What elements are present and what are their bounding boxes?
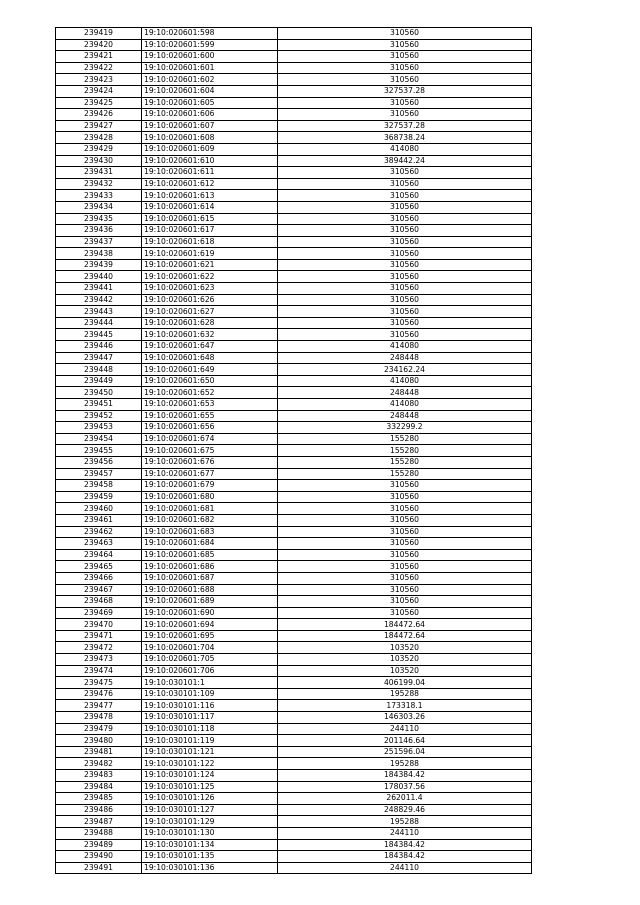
row-number-cell: 239441 — [56, 283, 142, 295]
cadastral-number-cell: 19:10:020601:676 — [142, 456, 278, 468]
value-cell: 310560 — [278, 306, 532, 318]
cadastral-number-cell: 19:10:020601:689 — [142, 596, 278, 608]
table-row — [56, 851, 532, 863]
row-number-cell: 239458 — [56, 480, 142, 492]
row-number-cell: 239485 — [56, 793, 142, 805]
table-row — [56, 28, 532, 40]
row-number-cell: 239483 — [56, 770, 142, 782]
value-cell: 310560 — [278, 503, 532, 515]
value-cell: 389442.24 — [278, 155, 532, 167]
cadastral-number-cell: 19:10:020601:706 — [142, 665, 278, 677]
table-row — [56, 503, 532, 515]
table-row — [56, 538, 532, 550]
value-cell: 244110 — [278, 723, 532, 735]
table-row — [56, 468, 532, 480]
value-cell: 248448 — [278, 387, 532, 399]
table-row — [56, 341, 532, 353]
row-number-cell: 239459 — [56, 491, 142, 503]
cadastral-number-cell: 19:10:020601:628 — [142, 317, 278, 329]
cadastral-number-cell: 19:10:020601:604 — [142, 85, 278, 97]
cadastral-number-cell: 19:10:020601:677 — [142, 468, 278, 480]
value-cell: 310560 — [278, 39, 532, 51]
value-cell: 155280 — [278, 456, 532, 468]
row-number-cell: 239463 — [56, 538, 142, 550]
row-number-cell: 239486 — [56, 804, 142, 816]
row-number-cell: 239454 — [56, 433, 142, 445]
value-cell: 310560 — [278, 271, 532, 283]
row-number-cell: 239461 — [56, 514, 142, 526]
table-row — [56, 654, 532, 666]
cadastral-number-cell: 19:10:020601:686 — [142, 561, 278, 573]
value-cell: 234162.24 — [278, 364, 532, 376]
row-number-cell: 239422 — [56, 62, 142, 74]
row-number-cell: 239425 — [56, 97, 142, 109]
table-row — [56, 51, 532, 63]
table-row — [56, 526, 532, 538]
row-number-cell: 239482 — [56, 758, 142, 770]
cadastral-number-cell: 19:10:020601:609 — [142, 143, 278, 155]
value-cell: 310560 — [278, 549, 532, 561]
row-number-cell: 239488 — [56, 827, 142, 839]
table-row — [56, 283, 532, 295]
cadastral-number-cell: 19:10:020601:688 — [142, 584, 278, 596]
table-row — [56, 781, 532, 793]
table-row — [56, 236, 532, 248]
value-cell: 146303.26 — [278, 712, 532, 724]
row-number-cell: 239484 — [56, 781, 142, 793]
row-number-cell: 239447 — [56, 352, 142, 364]
row-number-cell: 239432 — [56, 178, 142, 190]
value-cell: 184384.42 — [278, 839, 532, 851]
cadastral-number-cell: 19:10:020601:605 — [142, 97, 278, 109]
table-row — [56, 352, 532, 364]
table-row — [56, 677, 532, 689]
value-cell: 310560 — [278, 97, 532, 109]
row-number-cell: 239487 — [56, 816, 142, 828]
value-cell: 310560 — [278, 236, 532, 248]
row-number-cell: 239424 — [56, 85, 142, 97]
table-row — [56, 364, 532, 376]
row-number-cell: 239477 — [56, 700, 142, 712]
row-number-cell: 239421 — [56, 51, 142, 63]
value-cell: 310560 — [278, 329, 532, 341]
row-number-cell: 239450 — [56, 387, 142, 399]
cadastral-number-cell: 19:10:020601:690 — [142, 607, 278, 619]
row-number-cell: 239466 — [56, 572, 142, 584]
table-row — [56, 62, 532, 74]
row-number-cell: 239468 — [56, 596, 142, 608]
row-number-cell: 239426 — [56, 109, 142, 121]
cadastral-number-cell: 19:10:020601:695 — [142, 630, 278, 642]
row-number-cell: 239453 — [56, 422, 142, 434]
row-number-cell: 239455 — [56, 445, 142, 457]
cadastral-number-cell: 19:10:020601:614 — [142, 201, 278, 213]
row-number-cell: 239443 — [56, 306, 142, 318]
row-number-cell: 239489 — [56, 839, 142, 851]
cadastral-number-cell: 19:10:020601:622 — [142, 271, 278, 283]
table-row — [56, 827, 532, 839]
row-number-cell: 239434 — [56, 201, 142, 213]
row-number-cell: 239464 — [56, 549, 142, 561]
cadastral-number-cell: 19:10:030101:136 — [142, 862, 278, 874]
cadastral-number-cell: 19:10:020601:602 — [142, 74, 278, 86]
value-cell: 310560 — [278, 225, 532, 237]
cadastral-number-cell: 19:10:020601:621 — [142, 259, 278, 271]
cadastral-number-cell: 19:10:020601:704 — [142, 642, 278, 654]
row-number-cell: 239471 — [56, 630, 142, 642]
row-number-cell: 239442 — [56, 294, 142, 306]
cadastral-number-cell: 19:10:020601:705 — [142, 654, 278, 666]
cadastral-number-cell: 19:10:020601:617 — [142, 225, 278, 237]
cadastral-number-cell: 19:10:030101:127 — [142, 804, 278, 816]
table-row — [56, 712, 532, 724]
value-cell: 310560 — [278, 283, 532, 295]
value-cell: 310560 — [278, 62, 532, 74]
table-row — [56, 178, 532, 190]
cadastral-number-cell: 19:10:020601:599 — [142, 39, 278, 51]
value-cell: 406199.04 — [278, 677, 532, 689]
table-row — [56, 306, 532, 318]
table-row — [56, 804, 532, 816]
table-row — [56, 155, 532, 167]
row-number-cell: 239474 — [56, 665, 142, 677]
row-number-cell: 239444 — [56, 317, 142, 329]
cadastral-number-cell: 19:10:020601:627 — [142, 306, 278, 318]
value-cell: 310560 — [278, 74, 532, 86]
cadastral-number-cell: 19:10:020601:598 — [142, 28, 278, 40]
cadastral-number-cell: 19:10:020601:618 — [142, 236, 278, 248]
table-row — [56, 642, 532, 654]
cadastral-number-cell: 19:10:020601:619 — [142, 248, 278, 260]
table-row — [56, 514, 532, 526]
table-row — [56, 862, 532, 874]
cadastral-number-cell: 19:10:020601:601 — [142, 62, 278, 74]
table-row — [56, 271, 532, 283]
value-cell: 103520 — [278, 654, 532, 666]
cadastral-number-cell: 19:10:020601:632 — [142, 329, 278, 341]
table-row — [56, 167, 532, 179]
cadastral-number-cell: 19:10:020601:623 — [142, 283, 278, 295]
table-row — [56, 839, 532, 851]
table-row — [56, 74, 532, 86]
cadastral-number-cell: 19:10:020601:681 — [142, 503, 278, 515]
row-number-cell: 239480 — [56, 735, 142, 747]
value-cell: 310560 — [278, 561, 532, 573]
table-row — [56, 433, 532, 445]
table-row — [56, 584, 532, 596]
table-row — [56, 143, 532, 155]
table-row — [56, 399, 532, 411]
value-cell: 248829.46 — [278, 804, 532, 816]
value-cell: 368738.24 — [278, 132, 532, 144]
cadastral-number-cell: 19:10:020601:685 — [142, 549, 278, 561]
value-cell: 251596.04 — [278, 746, 532, 758]
row-number-cell: 239419 — [56, 28, 142, 40]
cadastral-number-cell: 19:10:030101:117 — [142, 712, 278, 724]
cadastral-number-cell: 19:10:020601:600 — [142, 51, 278, 63]
table-row — [56, 572, 532, 584]
table-row — [56, 190, 532, 202]
table-row — [56, 329, 532, 341]
table-row — [56, 456, 532, 468]
table-row — [56, 97, 532, 109]
value-cell: 195288 — [278, 688, 532, 700]
table-row — [56, 735, 532, 747]
value-cell: 201146.64 — [278, 735, 532, 747]
row-number-cell: 239430 — [56, 155, 142, 167]
value-cell: 310560 — [278, 538, 532, 550]
row-number-cell: 239431 — [56, 167, 142, 179]
table-row — [56, 700, 532, 712]
table-row — [56, 491, 532, 503]
cadastral-number-cell: 19:10:020601:608 — [142, 132, 278, 144]
table-row — [56, 410, 532, 422]
cadastral-number-cell: 19:10:030101:122 — [142, 758, 278, 770]
row-number-cell: 239460 — [56, 503, 142, 515]
table-row — [56, 85, 532, 97]
value-cell: 310560 — [278, 572, 532, 584]
cadastral-number-cell: 19:10:020601:615 — [142, 213, 278, 225]
row-number-cell: 239467 — [56, 584, 142, 596]
value-cell: 310560 — [278, 178, 532, 190]
table-row — [56, 39, 532, 51]
value-cell: 103520 — [278, 665, 532, 677]
row-number-cell: 239449 — [56, 375, 142, 387]
cadastral-number-cell: 19:10:030101:135 — [142, 851, 278, 863]
cadastral-number-cell: 19:10:020601:653 — [142, 399, 278, 411]
cadastral-number-cell: 19:10:030101:134 — [142, 839, 278, 851]
cadastral-number-cell: 19:10:030101:118 — [142, 723, 278, 735]
cadastral-number-cell: 19:10:030101:116 — [142, 700, 278, 712]
value-cell: 195288 — [278, 758, 532, 770]
value-cell: 155280 — [278, 445, 532, 457]
value-cell: 244110 — [278, 862, 532, 874]
table-row — [56, 549, 532, 561]
row-number-cell: 239433 — [56, 190, 142, 202]
row-number-cell: 239423 — [56, 74, 142, 86]
value-cell: 310560 — [278, 584, 532, 596]
table-row — [56, 816, 532, 828]
row-number-cell: 239439 — [56, 259, 142, 271]
table-row — [56, 746, 532, 758]
row-number-cell: 239491 — [56, 862, 142, 874]
table-body — [56, 28, 532, 874]
table-row — [56, 561, 532, 573]
cadastral-number-cell: 19:10:020601:683 — [142, 526, 278, 538]
row-number-cell: 239476 — [56, 688, 142, 700]
table-row — [56, 375, 532, 387]
cadastral-number-cell: 19:10:020601:649 — [142, 364, 278, 376]
cadastral-number-cell: 19:10:020601:607 — [142, 120, 278, 132]
cadastral-number-cell: 19:10:020601:612 — [142, 178, 278, 190]
row-number-cell: 239478 — [56, 712, 142, 724]
table-row — [56, 480, 532, 492]
table-row — [56, 596, 532, 608]
table-row — [56, 770, 532, 782]
row-number-cell: 239436 — [56, 225, 142, 237]
table-row — [56, 607, 532, 619]
value-cell: 195288 — [278, 816, 532, 828]
value-cell: 310560 — [278, 109, 532, 121]
value-cell: 184472.64 — [278, 630, 532, 642]
cadastral-number-cell: 19:10:020601:652 — [142, 387, 278, 399]
value-cell: 103520 — [278, 642, 532, 654]
cadastral-number-cell: 19:10:020601:606 — [142, 109, 278, 121]
cadastral-number-cell: 19:10:020601:611 — [142, 167, 278, 179]
row-number-cell: 239475 — [56, 677, 142, 689]
row-number-cell: 239457 — [56, 468, 142, 480]
cadastral-number-cell: 19:10:020601:679 — [142, 480, 278, 492]
value-cell: 244110 — [278, 827, 532, 839]
value-cell: 248448 — [278, 352, 532, 364]
table-row — [56, 723, 532, 735]
row-number-cell: 239428 — [56, 132, 142, 144]
cadastral-number-cell: 19:10:020601:655 — [142, 410, 278, 422]
value-cell: 248448 — [278, 410, 532, 422]
row-number-cell: 239470 — [56, 619, 142, 631]
cadastral-number-cell: 19:10:020601:675 — [142, 445, 278, 457]
value-cell: 184472.64 — [278, 619, 532, 631]
cadastral-number-cell: 19:10:020601:613 — [142, 190, 278, 202]
value-cell: 414080 — [278, 341, 532, 353]
value-cell: 178037.56 — [278, 781, 532, 793]
row-number-cell: 239451 — [56, 399, 142, 411]
table-row — [56, 201, 532, 213]
value-cell: 310560 — [278, 213, 532, 225]
cadastral-number-cell: 19:10:030101:129 — [142, 816, 278, 828]
table-row — [56, 132, 532, 144]
value-cell: 310560 — [278, 248, 532, 260]
row-number-cell: 239448 — [56, 364, 142, 376]
row-number-cell: 239446 — [56, 341, 142, 353]
row-number-cell: 239438 — [56, 248, 142, 260]
value-cell: 414080 — [278, 399, 532, 411]
row-number-cell: 239452 — [56, 410, 142, 422]
value-cell: 173318.1 — [278, 700, 532, 712]
cadastral-number-cell: 19:10:020601:647 — [142, 341, 278, 353]
value-cell: 310560 — [278, 480, 532, 492]
row-number-cell: 239469 — [56, 607, 142, 619]
value-cell: 310560 — [278, 190, 532, 202]
row-number-cell: 239481 — [56, 746, 142, 758]
row-number-cell: 239440 — [56, 271, 142, 283]
row-number-cell: 239473 — [56, 654, 142, 666]
cadastral-number-cell: 19:10:020601:680 — [142, 491, 278, 503]
cadastral-number-cell: 19:10:020601:674 — [142, 433, 278, 445]
row-number-cell: 239462 — [56, 526, 142, 538]
cadastral-number-cell: 19:10:020601:656 — [142, 422, 278, 434]
cadastral-number-cell: 19:10:020601:626 — [142, 294, 278, 306]
row-number-cell: 239437 — [56, 236, 142, 248]
cadastral-number-cell: 19:10:030101:130 — [142, 827, 278, 839]
cadastral-number-cell: 19:10:030101:126 — [142, 793, 278, 805]
table-row — [56, 213, 532, 225]
value-cell: 310560 — [278, 491, 532, 503]
table-row — [56, 630, 532, 642]
cadastral-number-cell: 19:10:020601:648 — [142, 352, 278, 364]
row-number-cell: 239490 — [56, 851, 142, 863]
cadastral-number-cell: 19:10:030101:109 — [142, 688, 278, 700]
value-cell: 155280 — [278, 468, 532, 480]
cadastral-number-cell: 19:10:020601:650 — [142, 375, 278, 387]
value-cell: 332299.2 — [278, 422, 532, 434]
table-row — [56, 793, 532, 805]
value-cell: 327537.28 — [278, 120, 532, 132]
value-cell: 310560 — [278, 526, 532, 538]
row-number-cell: 239479 — [56, 723, 142, 735]
cadastral-number-cell: 19:10:020601:610 — [142, 155, 278, 167]
data-table — [55, 27, 532, 874]
row-number-cell: 239420 — [56, 39, 142, 51]
table-row — [56, 665, 532, 677]
table-row — [56, 120, 532, 132]
cadastral-number-cell: 19:10:030101:121 — [142, 746, 278, 758]
table-row — [56, 294, 532, 306]
table-row — [56, 758, 532, 770]
value-cell: 414080 — [278, 375, 532, 387]
table-row — [56, 422, 532, 434]
row-number-cell: 239429 — [56, 143, 142, 155]
value-cell: 310560 — [278, 259, 532, 271]
row-number-cell: 239445 — [56, 329, 142, 341]
cadastral-number-cell: 19:10:020601:682 — [142, 514, 278, 526]
value-cell: 310560 — [278, 28, 532, 40]
cadastral-number-cell: 19:10:030101:125 — [142, 781, 278, 793]
value-cell: 310560 — [278, 607, 532, 619]
table-row — [56, 109, 532, 121]
cadastral-number-cell: 19:10:030101:124 — [142, 770, 278, 782]
value-cell: 310560 — [278, 294, 532, 306]
value-cell: 310560 — [278, 514, 532, 526]
row-number-cell: 239456 — [56, 456, 142, 468]
table-row — [56, 445, 532, 457]
value-cell: 310560 — [278, 596, 532, 608]
table-row — [56, 619, 532, 631]
table-row — [56, 225, 532, 237]
table-row — [56, 387, 532, 399]
value-cell: 310560 — [278, 201, 532, 213]
cadastral-number-cell: 19:10:020601:694 — [142, 619, 278, 631]
cadastral-number-cell: 19:10:020601:687 — [142, 572, 278, 584]
value-cell: 414080 — [278, 143, 532, 155]
table-row — [56, 688, 532, 700]
table-row — [56, 259, 532, 271]
cadastral-number-cell: 19:10:020601:684 — [142, 538, 278, 550]
value-cell: 310560 — [278, 317, 532, 329]
value-cell: 310560 — [278, 167, 532, 179]
table-row — [56, 317, 532, 329]
row-number-cell: 239435 — [56, 213, 142, 225]
value-cell: 155280 — [278, 433, 532, 445]
value-cell: 184384.42 — [278, 851, 532, 863]
value-cell: 262011.4 — [278, 793, 532, 805]
row-number-cell: 239427 — [56, 120, 142, 132]
cadastral-number-cell: 19:10:030101:1 — [142, 677, 278, 689]
row-number-cell: 239465 — [56, 561, 142, 573]
row-number-cell: 239472 — [56, 642, 142, 654]
value-cell: 327537.28 — [278, 85, 532, 97]
table-row — [56, 248, 532, 260]
value-cell: 310560 — [278, 51, 532, 63]
cadastral-number-cell: 19:10:030101:119 — [142, 735, 278, 747]
value-cell: 184384.42 — [278, 770, 532, 782]
